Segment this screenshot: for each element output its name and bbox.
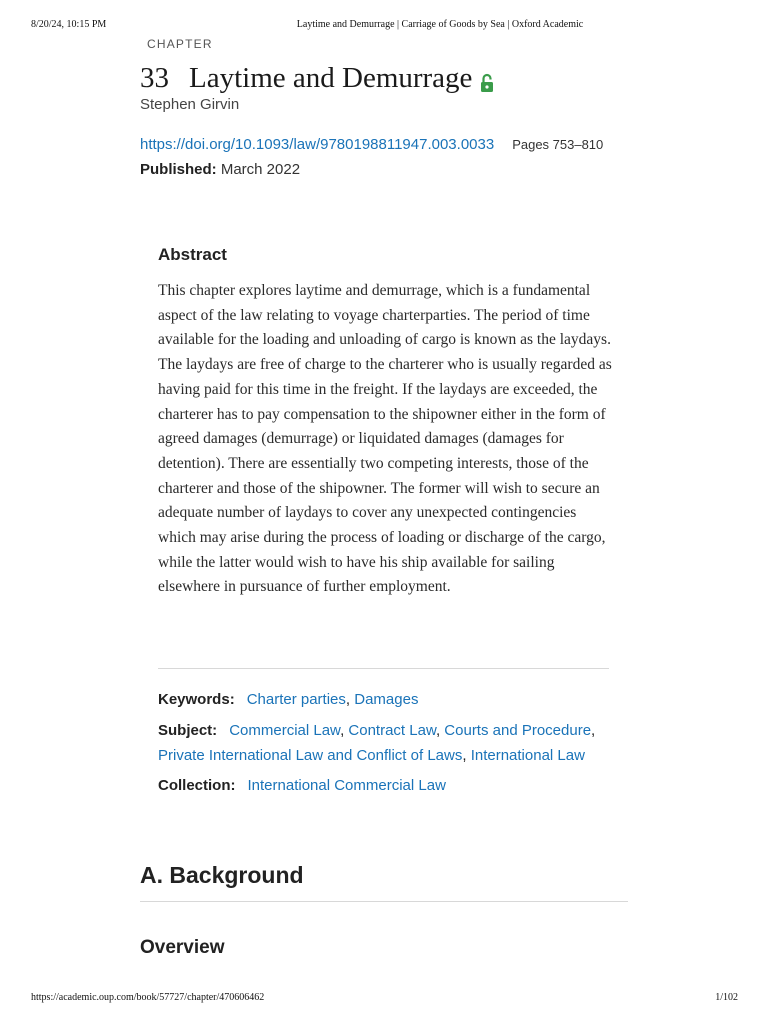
keyword-link[interactable]: Damages [354, 691, 419, 708]
subject-link[interactable]: Commercial Law [229, 722, 341, 739]
keyword-link[interactable]: Charter parties [246, 691, 346, 708]
chapter-title: Laytime and Demurrage [189, 61, 473, 94]
print-header [0, 19, 768, 33]
print-datetime: 8/20/24, 10:15 PM [31, 19, 107, 30]
abstract-divider [158, 668, 609, 669]
collection-link[interactable]: International Commercial Law [247, 777, 446, 794]
keywords-label: Keywords: [158, 691, 235, 708]
subject-link[interactable]: Courts and Procedure [444, 722, 592, 739]
subject-label: Subject: [158, 722, 218, 739]
print-footer [0, 992, 768, 1006]
chapter-label: CHAPTER [147, 37, 213, 51]
print-url: https://academic.oup.com/book/57727/chapter/470606462 [31, 992, 265, 1003]
published-value: March 2022 [220, 161, 301, 178]
author-name[interactable]: Stephen Girvin [140, 96, 240, 113]
print-page-number: 1/102 [715, 992, 738, 1003]
print-doc-title: Laytime and Demurrage | Carriage of Goods by Sea | Oxford Academic [296, 19, 584, 30]
published-date [140, 161, 300, 178]
subject-link[interactable]: Private International Law and Conflict of Laws [158, 746, 463, 764]
page-title [140, 58, 494, 98]
section-heading: A. Background [140, 862, 304, 888]
chapter-number: 33 [140, 61, 169, 94]
subject-link[interactable]: Contract Law [348, 722, 436, 739]
subject-link[interactable]: International Law [470, 746, 585, 764]
abstract-text: This chapter explores laytime and demurrage, which is a fundamental aspect of the law relating to voyage charterparties. The period of time available for the loading and unloading of cargo is known as the laydays. The laydays are free of charge to the charterer who is usually regarded as having paid for this time in the freight. If the laydays are exceeded, the charterer has to pay compensation to the shipowner either in the form of agreed damages (demurrage) or liquidated damages (damages for detention). There are essentially two competing interests, those of the charterer and those of the shipowner. The former will wish to secure an adequate number of laydays to cover any unexpected contingencies which may arise during the process of loading or discharge of the cargo, while the latter would wish to have his ship available for sailing elsewhere in pursuance of further employment. [158, 282, 612, 596]
collection-row [158, 774, 446, 799]
keywords-row: Keywords: Charter parties, Damages [158, 691, 419, 708]
doi-link[interactable]: https://doi.org/10.1093/law/9780198811947.003.0033 [140, 136, 495, 153]
collection-label: Collection: [158, 777, 236, 794]
abstract-heading: Abstract [158, 245, 227, 264]
doi-row [140, 136, 603, 153]
page-range: Pages 753–810 [512, 137, 604, 152]
published-label: Published: [140, 161, 217, 178]
section-divider [140, 901, 628, 902]
subsection-heading: Overview [140, 937, 225, 958]
subject-row: Subject: Commercial Law, Contract Law, Courts and Procedure, Private International Law and Conflict of Laws, International Law [158, 722, 596, 764]
open-lock-icon [480, 68, 494, 88]
